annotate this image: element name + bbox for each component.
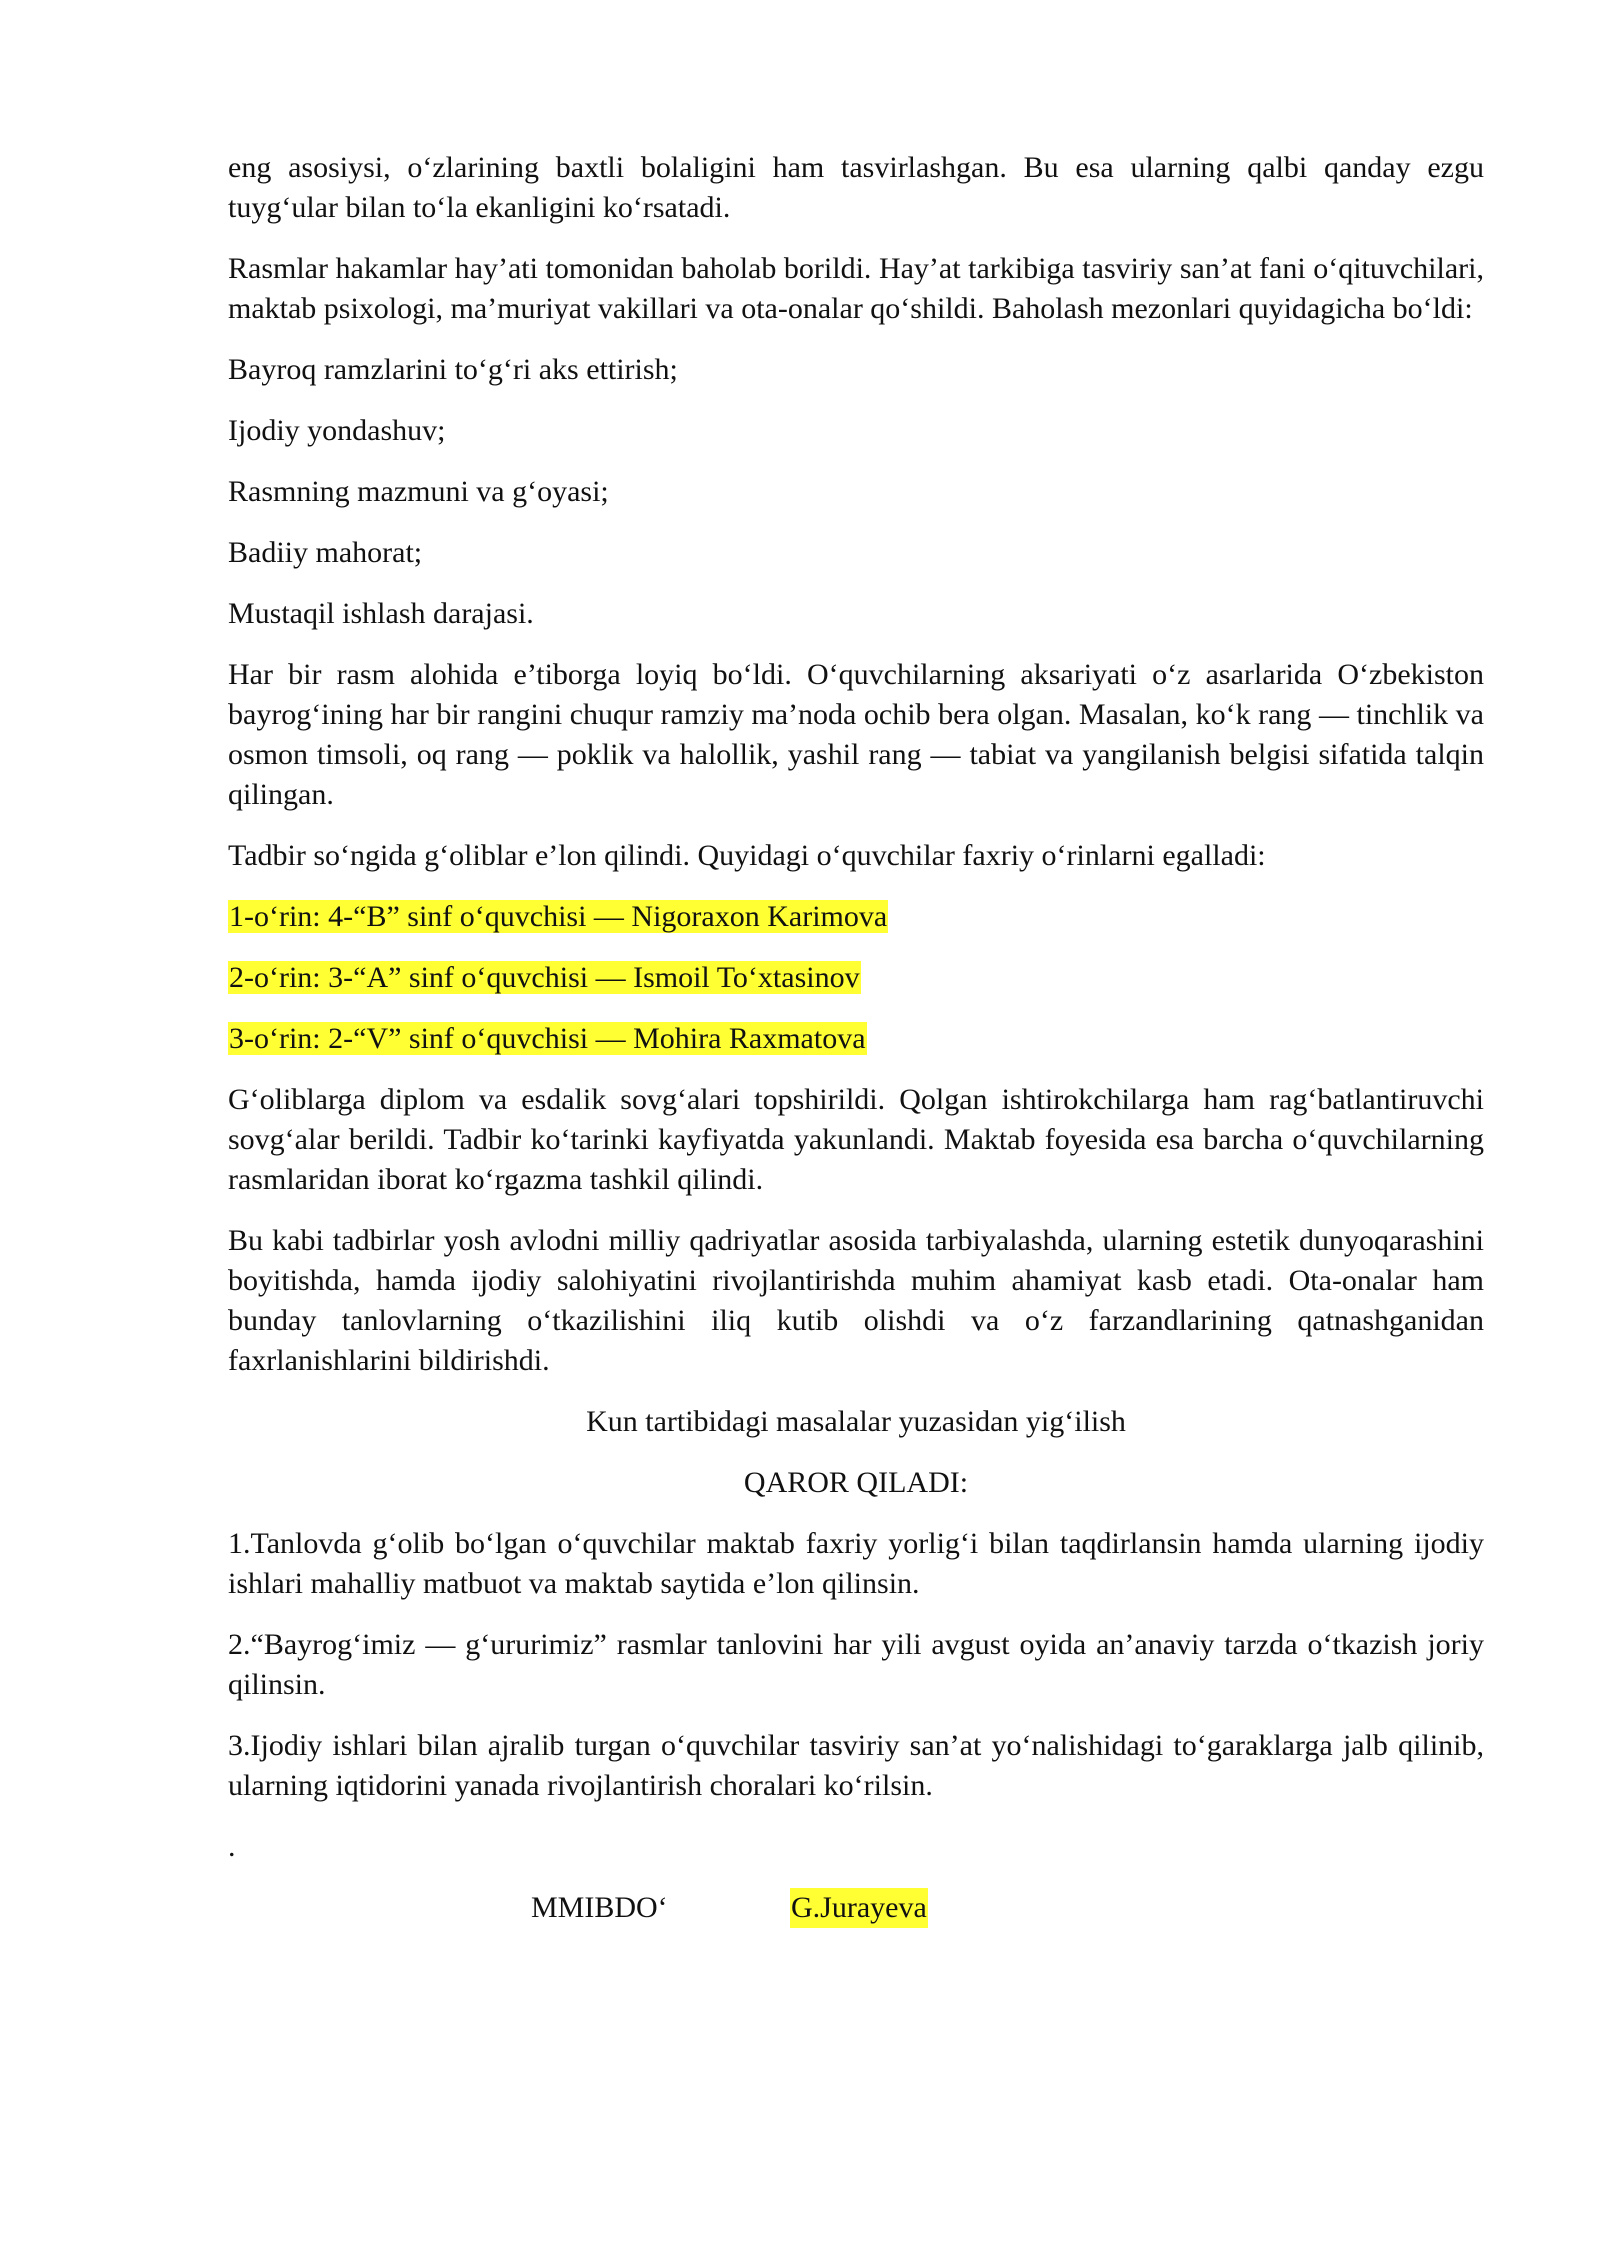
paragraph-winners-intro: Tadbir so‘ngida g‘oliblar e’lon qilindi. Quyidagi o‘quvchilar faxriy o‘rinlarni egalladi: [228, 839, 1266, 872]
signature-organization: MMIBDO‘ [531, 1891, 668, 1924]
paragraph-intro: eng asosiysi, o‘zlarining baxtli bolaligini ham tasvirlashgan. Bu esa ularning qalbi qanday ezgu tuyg‘ular bilan to‘la ekanligini ko‘rsatadi. [228, 151, 1484, 224]
resolution-item: 1.Tanlovda g‘olib bo‘lgan o‘quvchilar maktab faxriy yorlig‘i bilan taqdirlansin hamda ularning ijodiy ishlari mahalliy matbuot va maktab saytida e’lon qilinsin. [228, 1527, 1484, 1600]
resolution-heading: Kun tartibidagi masalalar yuzasidan yig‘ilish [586, 1405, 1126, 1438]
criteria-list [228, 350, 1484, 634]
winner-text-highlight: 2-o‘rin: 3-“A” sinf o‘quvchisi — Ismoil To‘xtasinov [229, 961, 860, 994]
resolution-items [228, 1524, 1484, 1806]
paragraph-conclusion: Bu kabi tadbirlar yosh avlodni milliy qadriyatlar asosida tarbiyalashda, ularning estetik dunyoqarashini boyitishda, hamda ijodiy salohiyatini rivojlantirishda muhim ahamiyat kasb etadi. Ota-onalar ham bunday tanlovlarning o‘tkazilishini iliq kutib olishdi va o‘z farzandlarining qatnashganidan faxrlanishlarini bildirishdi. [228, 1224, 1484, 1377]
criterion-item: Rasmning mazmuni va g‘oyasi; [228, 475, 609, 508]
stray-period: . [228, 1830, 236, 1863]
document-page [228, 148, 1484, 1928]
resolution-decision-title: QAROR QILADI: [743, 1466, 969, 1499]
signature-block [228, 1888, 1484, 1928]
winner-item [228, 1019, 1484, 1059]
criterion-item: Mustaqil ishlash darajasi. [228, 597, 534, 630]
winner-item [228, 897, 1484, 937]
resolution-item: 2.“Bayrog‘imiz — g‘ururimiz” rasmlar tanlovini har yili avgust oyida an’anaviy tarzda o‘tkazish joriy qilinsin. [228, 1628, 1484, 1701]
resolution-item: 3.Ijodiy ishlari bilan ajralib turgan o‘quvchilar tasviriy san’at yo‘nalishidagi to‘garaklarga jalb qilinib, ularning iqtidorini yanada rivojlantirish choralari ko‘rilsin. [228, 1729, 1484, 1802]
criterion-item: Ijodiy yondashuv; [228, 414, 446, 447]
winner-text-highlight: 3-o‘rin: 2-“V” sinf o‘quvchisi — Mohira Raxmatova [229, 1022, 866, 1055]
criterion-item: Bayroq ramzlarini to‘g‘ri aks ettirish; [228, 353, 678, 386]
paragraph-awards: G‘oliblarga diplom va esdalik sovg‘alari topshirildi. Qolgan ishtirokchilarga ham rag‘batlantiruvchi sovg‘alar berildi. Tadbir ko‘tarinki kayfiyatda yakunlandi. Maktab foyesida esa barcha o‘quvchilarning rasmlaridan iborat ko‘rgazma tashkil qilindi. [228, 1083, 1484, 1196]
criterion-item: Badiiy mahorat; [228, 536, 423, 569]
paragraph-jury: Rasmlar hakamlar hay’ati tomonidan baholab borildi. Hay’at tarkibiga tasviriy san’at fani o‘qituvchilari, maktab psixologi, ma’muriyat vakillari va ota-onalar qo‘shildi. Baholash mezonlari quyidagicha bo‘ldi: [228, 252, 1484, 325]
paragraph-evaluation: Har bir rasm alohida e’tiborga loyiq bo‘ldi. O‘quvchilarning aksariyati o‘z asarlarida O‘zbekiston bayrog‘ining har bir rangini chuqur ramziy ma’noda ochib bera olgan. Masalan, ko‘k rang — tinchlik va osmon timsoli, oq rang — poklik va halollik, yashil rang — tabiat va yangilanish belgisi sifatida talqin qilingan. [228, 658, 1484, 811]
signature-name: G.Jurayeva [790, 1888, 928, 1928]
winners-list [228, 897, 1484, 1059]
winner-item [228, 958, 1484, 998]
winner-text-highlight: 1-o‘rin: 4-“B” sinf o‘quvchisi — Nigoraxon Karimova [229, 900, 888, 933]
